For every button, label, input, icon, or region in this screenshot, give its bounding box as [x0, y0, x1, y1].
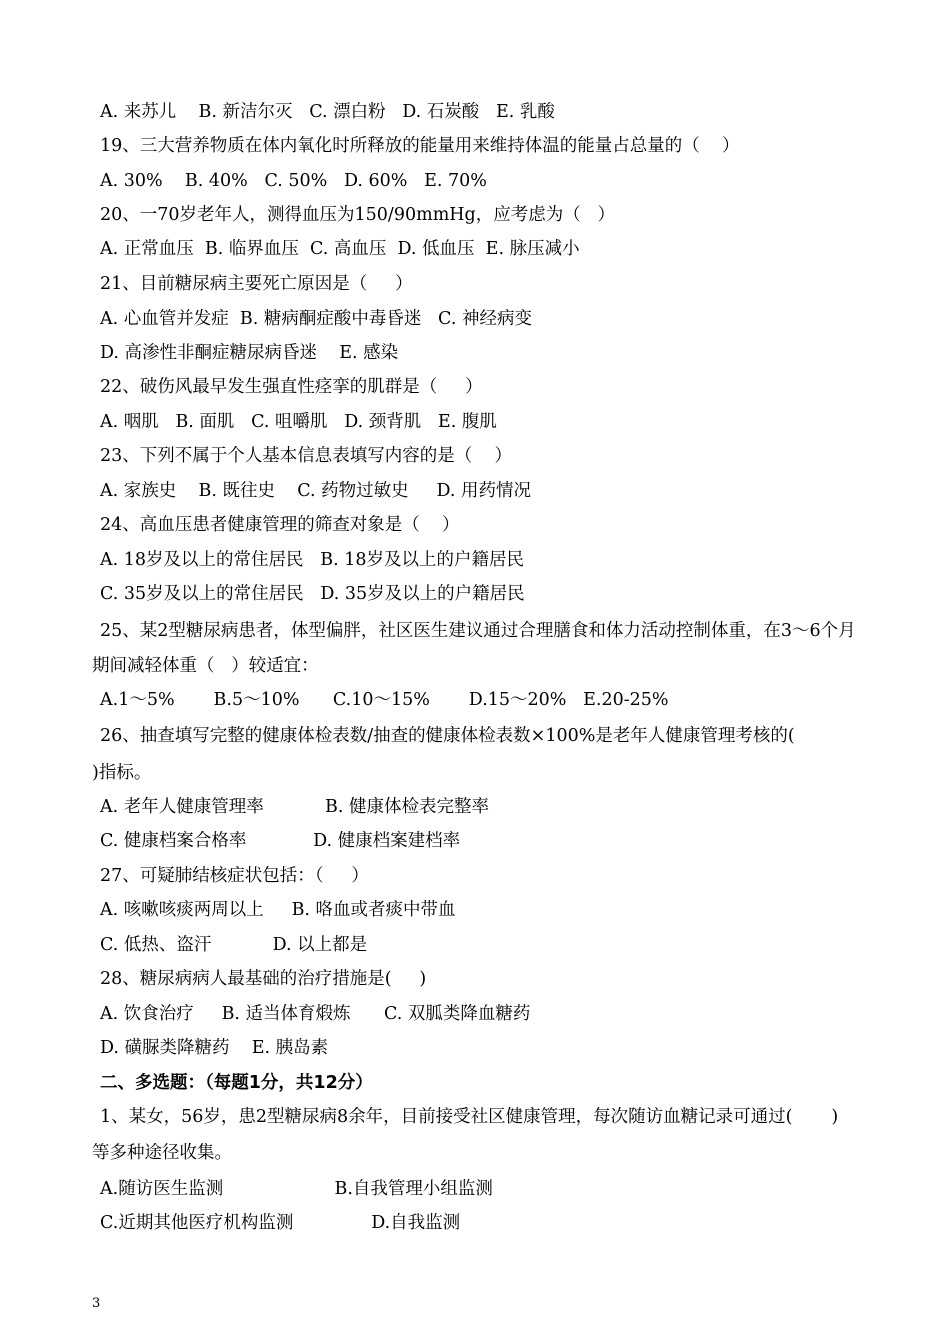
q20-question: 20、一70岁老年人，测得血压为150/90mmHg，应考虑为（ ）	[100, 205, 615, 225]
q21-options-b: D. 高渗性非酮症糖尿病昏迷 E. 感染	[100, 343, 399, 363]
q26-options-a: A. 老年人健康管理率 B. 健康体检表完整率	[100, 797, 489, 817]
q27-question: 27、可疑肺结核症状包括：（ ）	[100, 866, 369, 886]
q19-options: A. 30% B. 40% C. 50% D. 60% E. 70%	[100, 171, 487, 191]
q26-options-b: C. 健康档案合格率 D. 健康档案建档率	[100, 831, 461, 851]
q24-options-a: A. 18岁及以上的常住居民 B. 18岁及以上的户籍居民	[100, 550, 524, 570]
q28-options-a: A. 饮食治疗 B. 适当体育煅炼 C. 双胍类降血糖药	[100, 1004, 531, 1024]
q21-options-a: A. 心血管并发症 B. 糖病酮症酸中毒昏迷 C. 神经病变	[100, 309, 532, 329]
q26-question-cont: )指标。	[92, 763, 152, 783]
section-heading-multiple-choice: 二、多选题：（每题1分，共12分）	[100, 1073, 373, 1093]
page-number: 3	[92, 1296, 101, 1311]
q24-options-b: C. 35岁及以上的常住居民 D. 35岁及以上的户籍居民	[100, 584, 525, 604]
q25-question-cont: 期间减轻体重（ ）较适宜：	[92, 656, 319, 676]
q23-question: 23、下列不属于个人基本信息表填写内容的是（ ）	[100, 446, 513, 466]
q28-question: 28、糖尿病病人最基础的治疗措施是( )	[100, 969, 427, 989]
mq1-options-b: C.近期其他医疗机构监测 D.自我监测	[100, 1213, 461, 1233]
q19-question: 19、三大营养物质在体内氧化时所释放的能量用来维持体温的能量占总量的（ ）	[100, 136, 740, 156]
q28-options-b: D. 磺脲类降糖药 E. 胰岛素	[100, 1038, 329, 1058]
mq1-question: 1、某女，56岁，患2型糖尿病8余年，目前接受社区健康管理，每次随访血糖记录可通过( )	[100, 1107, 839, 1127]
q27-options-b: C. 低热、盗汗 D. 以上都是	[100, 935, 368, 955]
q18-options: A. 来苏儿 B. 新洁尔灭 C. 漂白粉 D. 石炭酸 E. 乳酸	[100, 102, 555, 122]
q21-question: 21、目前糖尿病主要死亡原因是（ ）	[100, 274, 413, 294]
q22-question: 22、破伤风最早发生强直性痉挛的肌群是（ ）	[100, 377, 483, 397]
q26-question: 26、抽查填写完整的健康体检表数/抽查的健康体检表数×100%是老年人健康管理考核的(	[100, 726, 795, 746]
q22-options: A. 咽肌 B. 面肌 C. 咀嚼肌 D. 颈背肌 E. 腹肌	[100, 412, 497, 432]
q27-options-a: A. 咳嗽咳痰两周以上 B. 咯血或者痰中带血	[100, 900, 456, 920]
q23-options: A. 家族史 B. 既往史 C. 药物过敏史 D. 用药情况	[100, 481, 531, 501]
q25-options: A.1～5% B.5～10% C.10～15% D.15～20% E.20-25%	[100, 690, 669, 710]
mq1-options-a: A.随访医生监测 B.自我管理小组监测	[100, 1179, 493, 1199]
mq1-question-cont: 等多种途径收集。	[92, 1143, 232, 1163]
q24-question: 24、高血压患者健康管理的筛查对象是（ ）	[100, 515, 460, 535]
q20-options: A. 正常血压 B. 临界血压 C. 高血压 D. 低血压 E. 脉压减小	[100, 239, 580, 259]
q25-question: 25、某2型糖尿病患者，体型偏胖，社区医生建议通过合理膳食和体力活动控制体重，在3～6个月	[100, 621, 856, 641]
